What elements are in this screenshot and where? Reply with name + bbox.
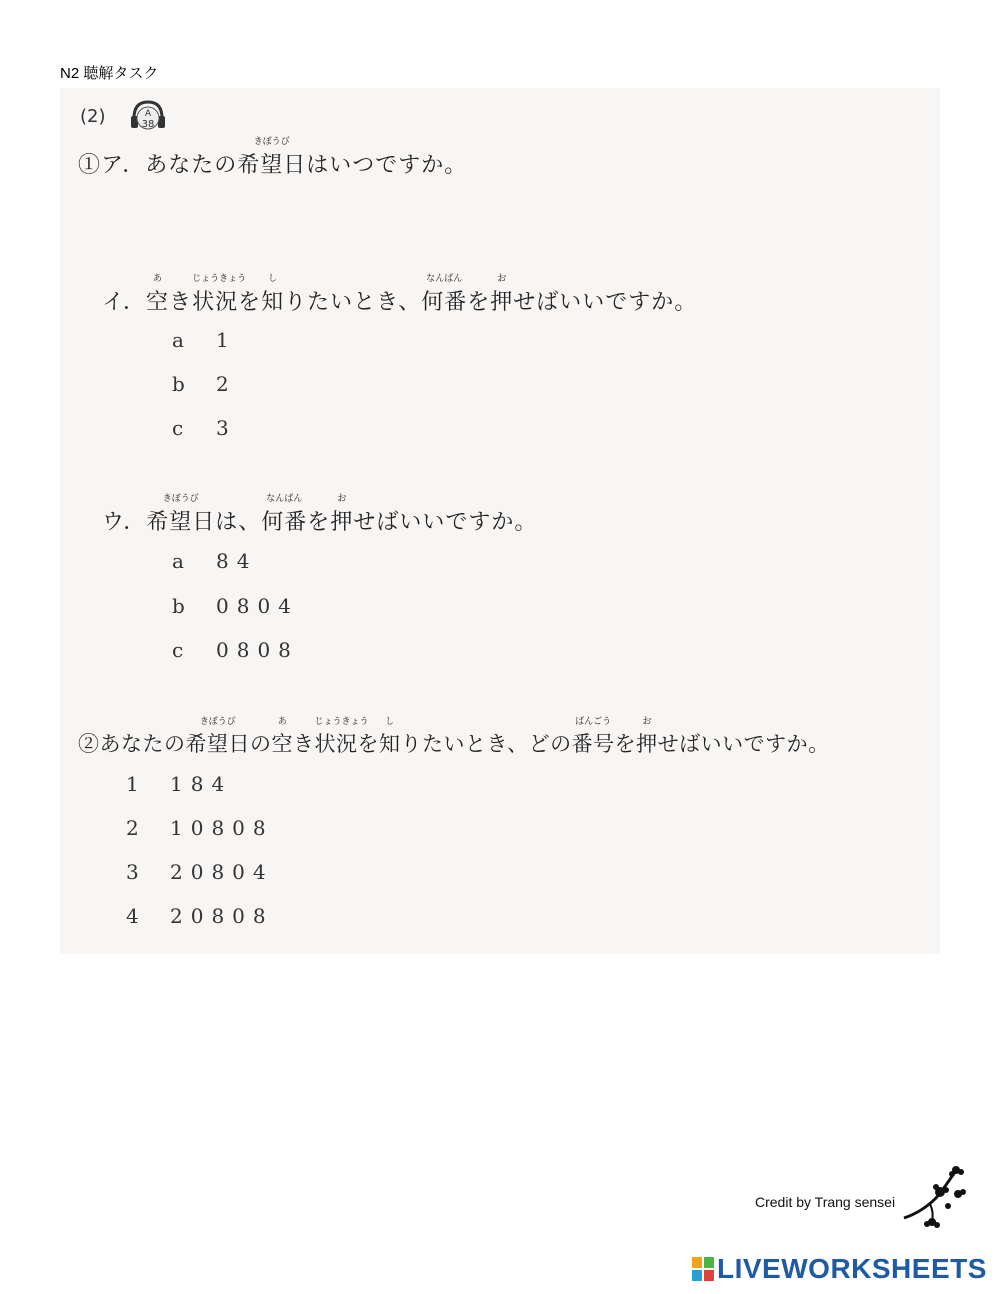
ruby-base: 希望日	[146, 510, 216, 535]
option-value: 84	[216, 549, 258, 573]
question-text: りたいとき、どの	[400, 732, 572, 756]
furigana: じょうきょう	[314, 717, 369, 727]
ruby-base: 何番	[261, 510, 308, 535]
ruby-word	[261, 494, 308, 536]
furigana: あ	[153, 274, 163, 284]
question-prefix: ウ．	[102, 510, 147, 535]
furigana: し	[268, 274, 278, 284]
audio-badge-letter: A	[144, 109, 152, 119]
option-letter: 2	[126, 816, 139, 840]
option-row	[172, 638, 299, 662]
ruby-word	[330, 494, 354, 536]
ruby-base: 希望日	[237, 153, 307, 178]
question-text: を	[357, 732, 379, 756]
ruby-base: 希望日	[185, 732, 250, 756]
credit-text: Credit by Trang sensei	[755, 1194, 896, 1210]
question-1a	[78, 137, 468, 179]
ruby-word	[271, 717, 294, 758]
liveworksheets-logo[interactable]	[692, 1252, 987, 1286]
option-letter: 1	[126, 772, 139, 796]
question-2	[78, 717, 830, 758]
question-1a-suffix: はいつですか。	[306, 153, 468, 178]
ruby-word	[571, 717, 615, 758]
ruby-base: 空	[146, 290, 170, 315]
liveworksheets-logo-text: LIVEWORKSHEETS	[717, 1253, 987, 1284]
question-text: りたいとき、	[284, 290, 422, 315]
option-row	[172, 549, 257, 573]
ruby-base: 押	[330, 510, 354, 535]
option-row	[126, 816, 274, 840]
page-header-title: N2 聴解タスク	[60, 65, 159, 82]
ruby-base: 状況	[314, 732, 358, 756]
option-value: 3	[216, 416, 237, 440]
audio-badge-number: 38	[141, 119, 155, 130]
option-letter: b	[172, 372, 185, 396]
ruby-base: 何番	[421, 290, 468, 315]
option-letter: c	[172, 638, 184, 662]
question-text: を	[238, 290, 262, 315]
option-letter: b	[172, 594, 185, 618]
question-text: を	[614, 732, 637, 756]
ruby-word	[636, 717, 658, 758]
ruby-base: 状況	[192, 290, 239, 315]
ruby-word	[490, 274, 514, 316]
ruby-base: 空	[271, 732, 293, 756]
option-row	[172, 416, 237, 440]
ruby-word	[314, 717, 369, 758]
option-value: 2	[216, 372, 237, 396]
question-prefix: ②あなたの	[78, 732, 186, 756]
question-text: の	[250, 732, 272, 756]
option-row	[126, 772, 232, 796]
ruby-base: 知	[379, 732, 401, 756]
option-row	[126, 860, 274, 884]
option-letter: 3	[126, 860, 139, 884]
furigana: きぼうび	[162, 494, 199, 504]
question-text: せばいいですか。	[513, 290, 698, 315]
option-value: 0804	[216, 594, 299, 618]
section-label: (2)	[80, 106, 106, 127]
option-value: 0808	[216, 638, 299, 662]
question-text: を	[467, 290, 491, 315]
ruby-word	[237, 137, 307, 179]
question-text: き	[293, 732, 315, 756]
option-value: 1	[216, 328, 237, 352]
furigana: きぼうび	[253, 137, 290, 147]
cherry-blossom-branch-icon	[900, 1162, 970, 1230]
option-row	[126, 904, 274, 928]
option-row	[172, 594, 299, 618]
option-letter: c	[172, 416, 184, 440]
liveworksheets-badge-icon	[692, 1257, 714, 1281]
option-value: 10808	[170, 816, 274, 840]
ruby-word	[421, 274, 468, 316]
ruby-base: 知	[261, 290, 285, 315]
question-text: は、	[215, 510, 262, 535]
furigana: ばんごう	[575, 717, 612, 727]
ruby-base: 押	[490, 290, 514, 315]
option-row	[172, 328, 237, 352]
ruby-word	[146, 494, 216, 536]
ruby-base: 番号	[571, 732, 615, 756]
question-text: せばいいですか。	[657, 732, 830, 756]
furigana: お	[337, 494, 347, 504]
furigana: きぼうび	[199, 717, 236, 727]
option-letter: 4	[126, 904, 139, 928]
option-letter: a	[172, 549, 184, 573]
question-text: を	[307, 510, 331, 535]
question-prefix: イ．	[102, 290, 147, 315]
furigana: なんばん	[266, 494, 303, 504]
question-text: き	[169, 290, 193, 315]
furigana: なんばん	[426, 274, 463, 284]
ruby-base: 押	[636, 732, 658, 756]
option-row	[172, 372, 237, 396]
furigana: お	[642, 717, 652, 727]
question-1a-prefix: ①ア．あなたの	[78, 153, 238, 178]
ruby-word	[192, 274, 247, 316]
question-1c	[102, 494, 538, 536]
furigana: あ	[277, 717, 287, 727]
option-letter: a	[172, 328, 184, 352]
headphones-icon	[128, 98, 168, 134]
ruby-word	[379, 717, 401, 758]
option-value: 20808	[170, 904, 274, 928]
question-text: せばいいですか。	[353, 510, 538, 535]
furigana: し	[385, 717, 395, 727]
ruby-word	[185, 717, 251, 758]
question-1b	[102, 274, 698, 316]
furigana: じょうきょう	[192, 274, 247, 284]
option-value: 20804	[170, 860, 274, 884]
ruby-word	[261, 274, 285, 316]
option-value: 184	[170, 772, 233, 796]
ruby-word	[146, 274, 170, 316]
furigana: お	[497, 274, 507, 284]
